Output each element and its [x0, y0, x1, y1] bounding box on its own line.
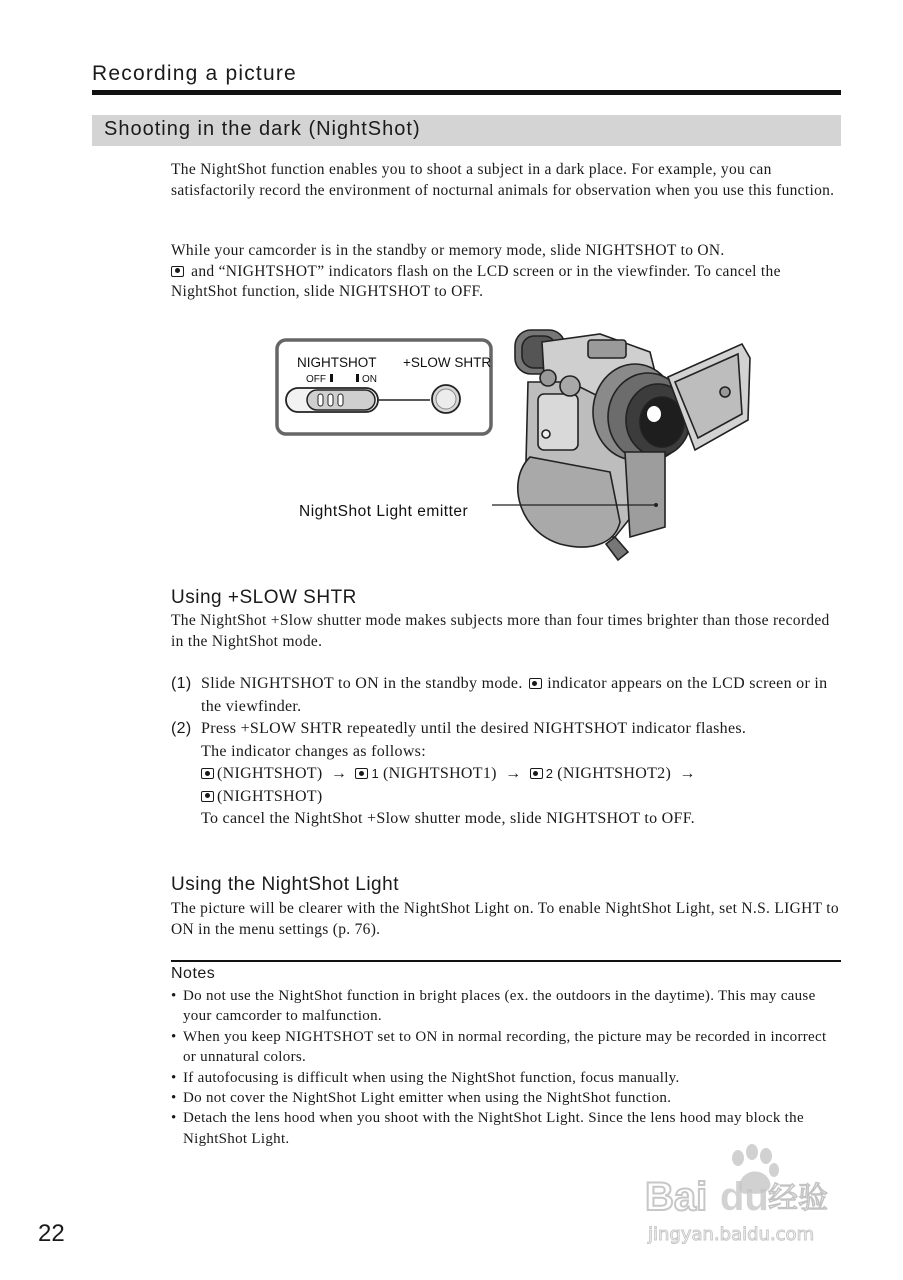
seq-nightshot1: (NIGHTSHOT1)	[382, 765, 497, 782]
arrow-icon: →	[330, 765, 348, 782]
step-1-text-cont: indicator appears on the LCD screen or in the viewfinder.	[201, 675, 828, 715]
nightshot2-icon	[530, 768, 543, 779]
notes-title: Notes	[171, 965, 216, 982]
standby-text: While your camcorder is in the standby or memory mode, slide NIGHTSHOT to ON.	[171, 242, 725, 259]
indicator-sequence-end	[201, 786, 841, 809]
notes-list	[171, 986, 841, 1149]
arrow-icon: →	[505, 765, 522, 782]
seq-nightshot2: (NIGHTSHOT2)	[557, 765, 672, 782]
nightshot-light-description: The picture will be clearer with the NightShot Light on. To enable NightShot Light, set N.S. LIGHT to ON in the menu settings (p. 76).	[171, 900, 839, 938]
off-label: OFF	[306, 374, 326, 385]
camcorder-illustration	[270, 322, 760, 570]
nightshot-light-heading: Using the NightShot Light	[171, 874, 399, 895]
note-item: • Do not cover the NightShot Light emitter when using the NightShot function.	[171, 1088, 841, 1108]
standby-paragraph	[171, 241, 841, 303]
slow-shtr-button-label: +SLOW SHTR	[403, 355, 492, 370]
note-item: • If autofocusing is difficult when using the NightShot function, focus manually.	[171, 1068, 841, 1088]
nightshot-icon	[201, 791, 214, 802]
step-2-number: (2)	[171, 720, 192, 737]
step-2-changes-text: The indicator changes as follows:	[201, 742, 426, 760]
step-2-text: Press +SLOW SHTR repeatedly until the desired NIGHTSHOT indicator flashes.	[201, 720, 747, 737]
standby-text-cont: and “NIGHTSHOT” indicators flash on the LCD screen or in the viewfinder. To cancel the NightShot function, slide NIGHTSHOT to OFF.	[171, 262, 781, 300]
seq-nightshot: (NIGHTSHOT)	[217, 765, 323, 782]
watermark-cn: 经验	[768, 1181, 828, 1216]
nightshot1-icon	[355, 768, 368, 779]
step-1	[171, 673, 841, 718]
intro-paragraph: The NightShot function enables you to shoot a subject in a dark place. For example, you can satisfactorily record the environment of nocturnal animals for observation when you use this function.	[171, 161, 835, 199]
notes-rule	[171, 960, 841, 962]
nightshot-icon	[201, 768, 214, 779]
seq-sub-1: 1	[371, 766, 379, 781]
nightshot-icon	[529, 678, 542, 689]
arrow-icon: →	[679, 765, 696, 782]
slow-shutter-heading: Using +SLOW SHTR	[171, 587, 357, 608]
nightshot-light-emitter-label: NightShot Light emitter	[299, 503, 469, 520]
watermark-brand-2: du	[720, 1175, 769, 1219]
note-item: • Do not use the NightShot function in bright places (ex. the outdoors in the daytime). This may cause your camcorder to malfunction.	[171, 986, 841, 1027]
note-item: • When you keep NIGHTSHOT set to ON in normal recording, the picture may be recorded in incorrect or unnatural colors.	[171, 1027, 841, 1068]
slow-shutter-description: The NightShot +Slow shutter mode makes subjects more than four times brighter than those recorded in the NightShot mode.	[171, 612, 830, 650]
section-header: Recording a picture	[92, 62, 297, 85]
baidu-watermark	[640, 1140, 855, 1250]
nightshot-icon	[171, 266, 184, 277]
step-1-number: (1)	[171, 675, 192, 692]
switch-callout-box	[277, 340, 491, 434]
header-rule	[92, 90, 841, 95]
step-2	[171, 718, 841, 831]
step-2-cancel-text: To cancel the NightShot +Slow shutter mode, slide NIGHTSHOT to OFF.	[201, 810, 695, 827]
seq-sub-2: 2	[545, 766, 554, 781]
indicator-sequence	[201, 763, 841, 786]
note-item: • Detach the lens hood when you shoot with the NightShot Light. Since the lens hood may block the NightShot Light.	[171, 1108, 841, 1149]
step-1-text: Slide NIGHTSHOT to ON in the standby mode.	[201, 675, 523, 692]
on-label: ON	[362, 374, 377, 385]
seq-nightshot-end: (NIGHTSHOT)	[217, 787, 323, 805]
page-number: 22	[38, 1220, 65, 1247]
nightshot-switch-label: NIGHTSHOT	[297, 355, 377, 370]
watermark-url: jingyan.baidu.com	[648, 1224, 815, 1245]
camcorder-body	[515, 330, 750, 560]
subsection-title: Shooting in the dark (NightShot)	[104, 118, 421, 140]
watermark-brand: Bai	[645, 1175, 708, 1219]
